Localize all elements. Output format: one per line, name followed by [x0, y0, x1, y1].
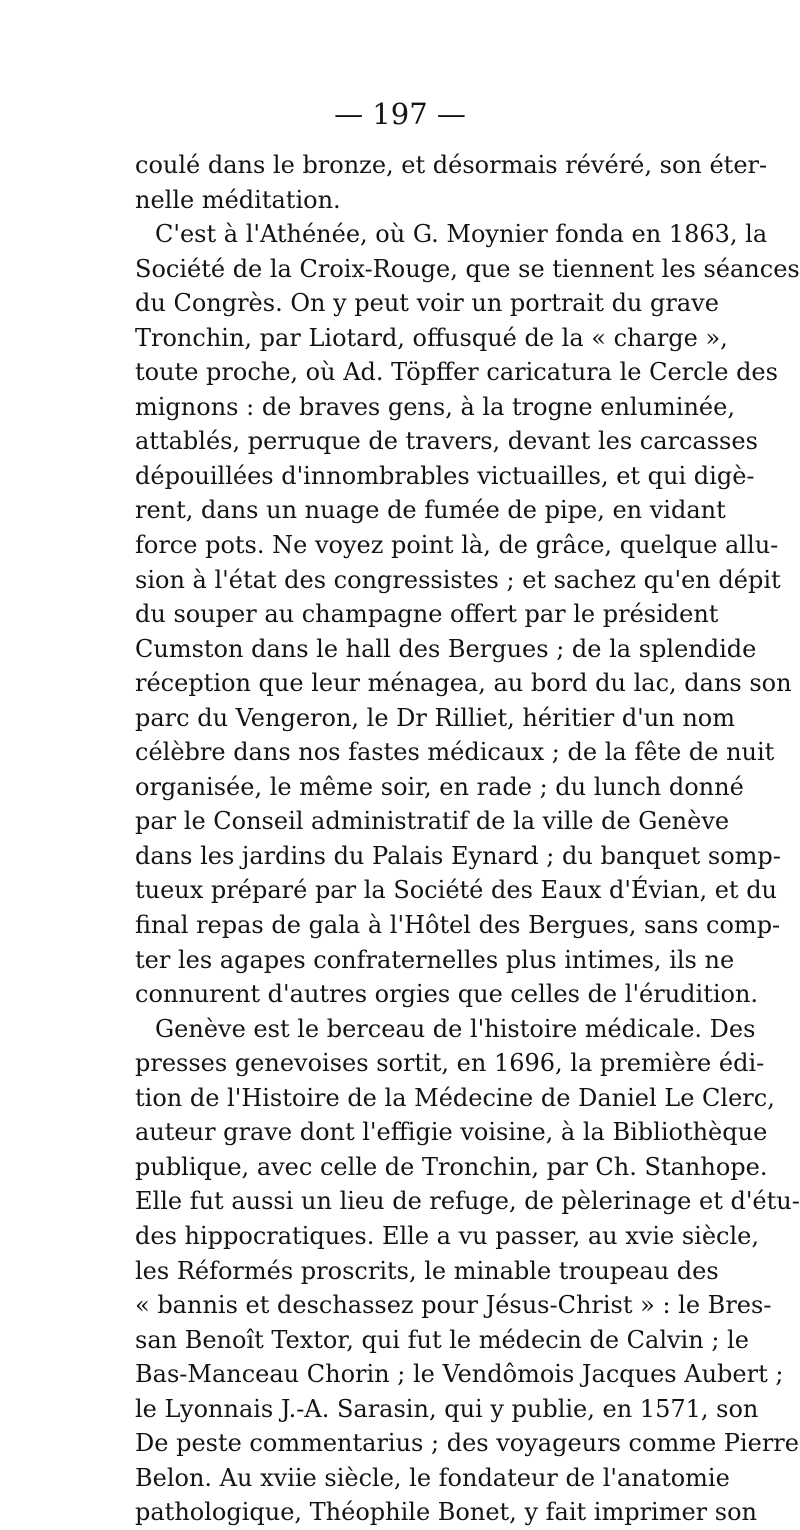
text-line: force pots. Ne voyez point là, de grâce, quelque allu- [135, 531, 779, 560]
text-line: pathologique, Théophile Bonet, y fait imprimer son [135, 1498, 757, 1527]
text-line: Genève est le berceau de l'histoire médicale. Des [155, 1014, 756, 1043]
text-line: auteur grave dont l'effigie voisine, à la Bibliothèque [135, 1118, 768, 1147]
text-line: Tronchin, par Liotard, offusqué de la « charge », [135, 323, 728, 352]
text-line: les Réformés proscrits, le minable troupeau des [135, 1256, 719, 1285]
text-line: sion à l'état des congressistes ; et sachez qu'en dépit [135, 565, 781, 594]
text-line: ter les agapes confraternelles plus intimes, ils ne [135, 945, 735, 974]
text-line: C'est à l'Athénée, où G. Moynier fonda en 1863, la [155, 220, 768, 249]
text-line: final repas de gala à l'Hôtel des Bergues, sans comp- [135, 911, 781, 940]
body-text [135, 148, 800, 1530]
text-line: parc du Vengeron, le Dr Rilliet, héritier d'un nom [135, 703, 735, 732]
text-line: mignons : de braves gens, à la trogne enluminée, [135, 392, 735, 421]
text-line: tueux préparé par la Société des Eaux d'Évian, et du [135, 876, 778, 905]
text-line: célèbre dans nos fastes médicaux ; de la fête de nuit [135, 738, 775, 767]
text-line: presses genevoises sortit, en 1696, la première édi- [135, 1049, 765, 1078]
text-line: Belon. Au xviie siècle, le fondateur de l'anatomie [135, 1463, 730, 1492]
text-line: De peste commentarius ; des voyageurs comme Pierre [135, 1429, 799, 1458]
text-line: Bas-Manceau Chorin ; le Vendômois Jacques Aubert ; [135, 1360, 784, 1389]
text-line: rent, dans un nuage de fumée de pipe, en vidant [135, 496, 726, 525]
text-line: par le Conseil administratif de la ville de Genève [135, 807, 730, 836]
text-line: Cumston dans le hall des Bergues ; de la splendide [135, 634, 757, 663]
text-line: tion de l'Histoire de la Médecine de Daniel Le Clerc, [135, 1083, 775, 1112]
text-line: toute proche, où Ad. Töpffer caricatura le Cercle des [135, 358, 778, 387]
text-line: des hippocratiques. Elle a vu passer, au xvie siècle, [135, 1221, 759, 1250]
text-line: le Lyonnais J.-A. Sarasin, qui y publie, en 1571, son [135, 1394, 759, 1423]
text-line: publique, avec celle de Tronchin, par Ch. Stanhope. [135, 1152, 768, 1181]
text-line: du Congrès. On y peut voir un portrait du grave [135, 289, 719, 318]
text-line: Elle fut aussi un lieu de refuge, de pèlerinage et d'étu- [135, 1187, 800, 1216]
text-line: attablés, perruque de travers, devant les carcasses [135, 427, 758, 456]
text-line: Société de la Croix-Rouge, que se tiennent les séances [135, 254, 800, 283]
page-number: — 197 — [334, 97, 466, 131]
text-line: connurent d'autres orgies que celles de l'érudition. [135, 980, 759, 1009]
text-line: du souper au champagne offert par le président [135, 600, 719, 629]
text-line: san Benoît Textor, qui fut le médecin de Calvin ; le [135, 1325, 749, 1354]
text-line: nelle méditation. [135, 185, 341, 214]
text-line: dans les jardins du Palais Eynard ; du banquet somp- [135, 841, 781, 870]
text-line: dépouillées d'innombrables victuailles, et qui digè- [135, 461, 755, 490]
text-line: coulé dans le bronze, et désormais révéré, son éter- [135, 151, 768, 179]
text-line: réception que leur ménagea, au bord du lac, dans son [135, 669, 792, 698]
text-line: « bannis et deschassez pour Jésus-Christ » : le Bres- [135, 1291, 772, 1320]
text-line: organisée, le même soir, en rade ; du lunch donné [135, 772, 744, 801]
